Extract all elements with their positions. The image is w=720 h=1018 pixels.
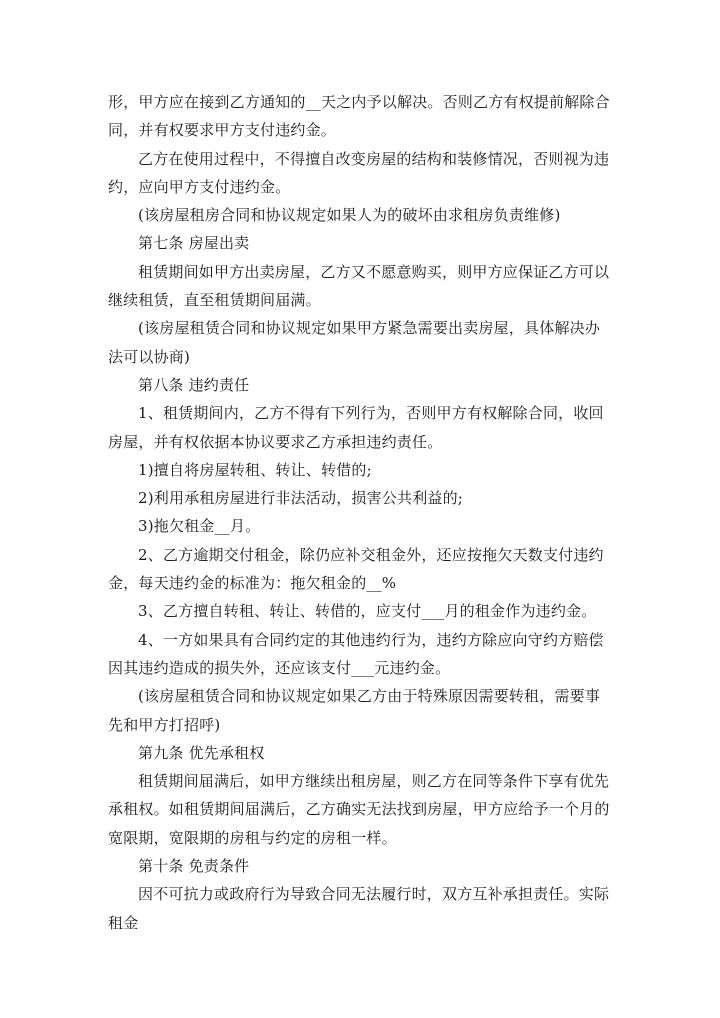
paragraph-note-8: (该房屋租赁合同和协议规定如果乙方由于特殊原因需要转租，需要事先和甲方打招呼)	[108, 687, 601, 734]
clause-8-1-item-2: 2)利用承租房屋进行非法活动，损害公共利益的;	[138, 489, 464, 508]
section-heading-7: 第七条 房屋出卖	[138, 234, 250, 253]
clause-8-2: 2、乙方逾期交付租金，除仍应补交租金外，还应按拖欠天数支付违约金，每天违约金的标准为：拖欠租金的__%	[108, 545, 604, 593]
paragraph-9: 租赁期间届满后，如甲方继续出租房屋，则乙方在同等条件下享有优先承租权。如租赁期间届满后，乙方确实无法找到房屋，甲方应给予一个月的宽限期，宽限期的房租与约定的房租一样。	[108, 772, 610, 847]
clause-8-3: 3、乙方擅自转租、转让、转借的，应支付___月的租金作为违约金。	[138, 602, 597, 621]
paragraph-2: 乙方在使用过程中，不得擅自改变房屋的结构和装修情况，否则视为违约，应向甲方支付违约金。	[108, 149, 610, 196]
clause-8-1: 1、租赁期间内，乙方不得有下列行为，否则甲方有权解除合同，收回房屋，并有权依据本协议要求乙方承担违约责任。	[108, 404, 604, 451]
document-page	[108, 88, 613, 937]
clause-8-1-item-1: 1)擅自将房屋转租、转让、转借的;	[138, 460, 372, 479]
clause-8-1-item-3: 3)拖欠租金__月。	[138, 517, 261, 536]
section-heading-9: 第九条 优先承租权	[138, 743, 265, 762]
paragraph-3-note: (该房屋租房合同和协议规定如果人为的破坏由求租房负责维修)	[138, 206, 561, 225]
section-heading-10: 第十条 免责条件	[138, 857, 250, 876]
paragraph-10: 因不可抗力或政府行为导致合同无法履行时，双方互补承担责任。实际租金	[108, 885, 610, 932]
paragraph-6-note: (该房屋租赁合同和协议规定如果甲方紧急需要出卖房屋，具体解决办法可以协商)	[108, 319, 601, 366]
clause-8-4: 4、一方如果具有合同约定的其他违约行为，违约方除应向守约方赔偿因其违约造成的损失外，还应该支付___元违约金。	[108, 630, 604, 677]
section-heading-8: 第八条 违约责任	[138, 375, 250, 394]
paragraph-5: 租赁期间如甲方出卖房屋，乙方又不愿意购买，则甲方应保证乙方可以继续租赁，直至租赁期间届满。	[108, 262, 610, 310]
paragraph-1: 形，甲方应在接到乙方通知的__天之内予以解决。否则乙方有权提前解除合同，并有权要求甲方支付违约金。	[108, 93, 610, 140]
